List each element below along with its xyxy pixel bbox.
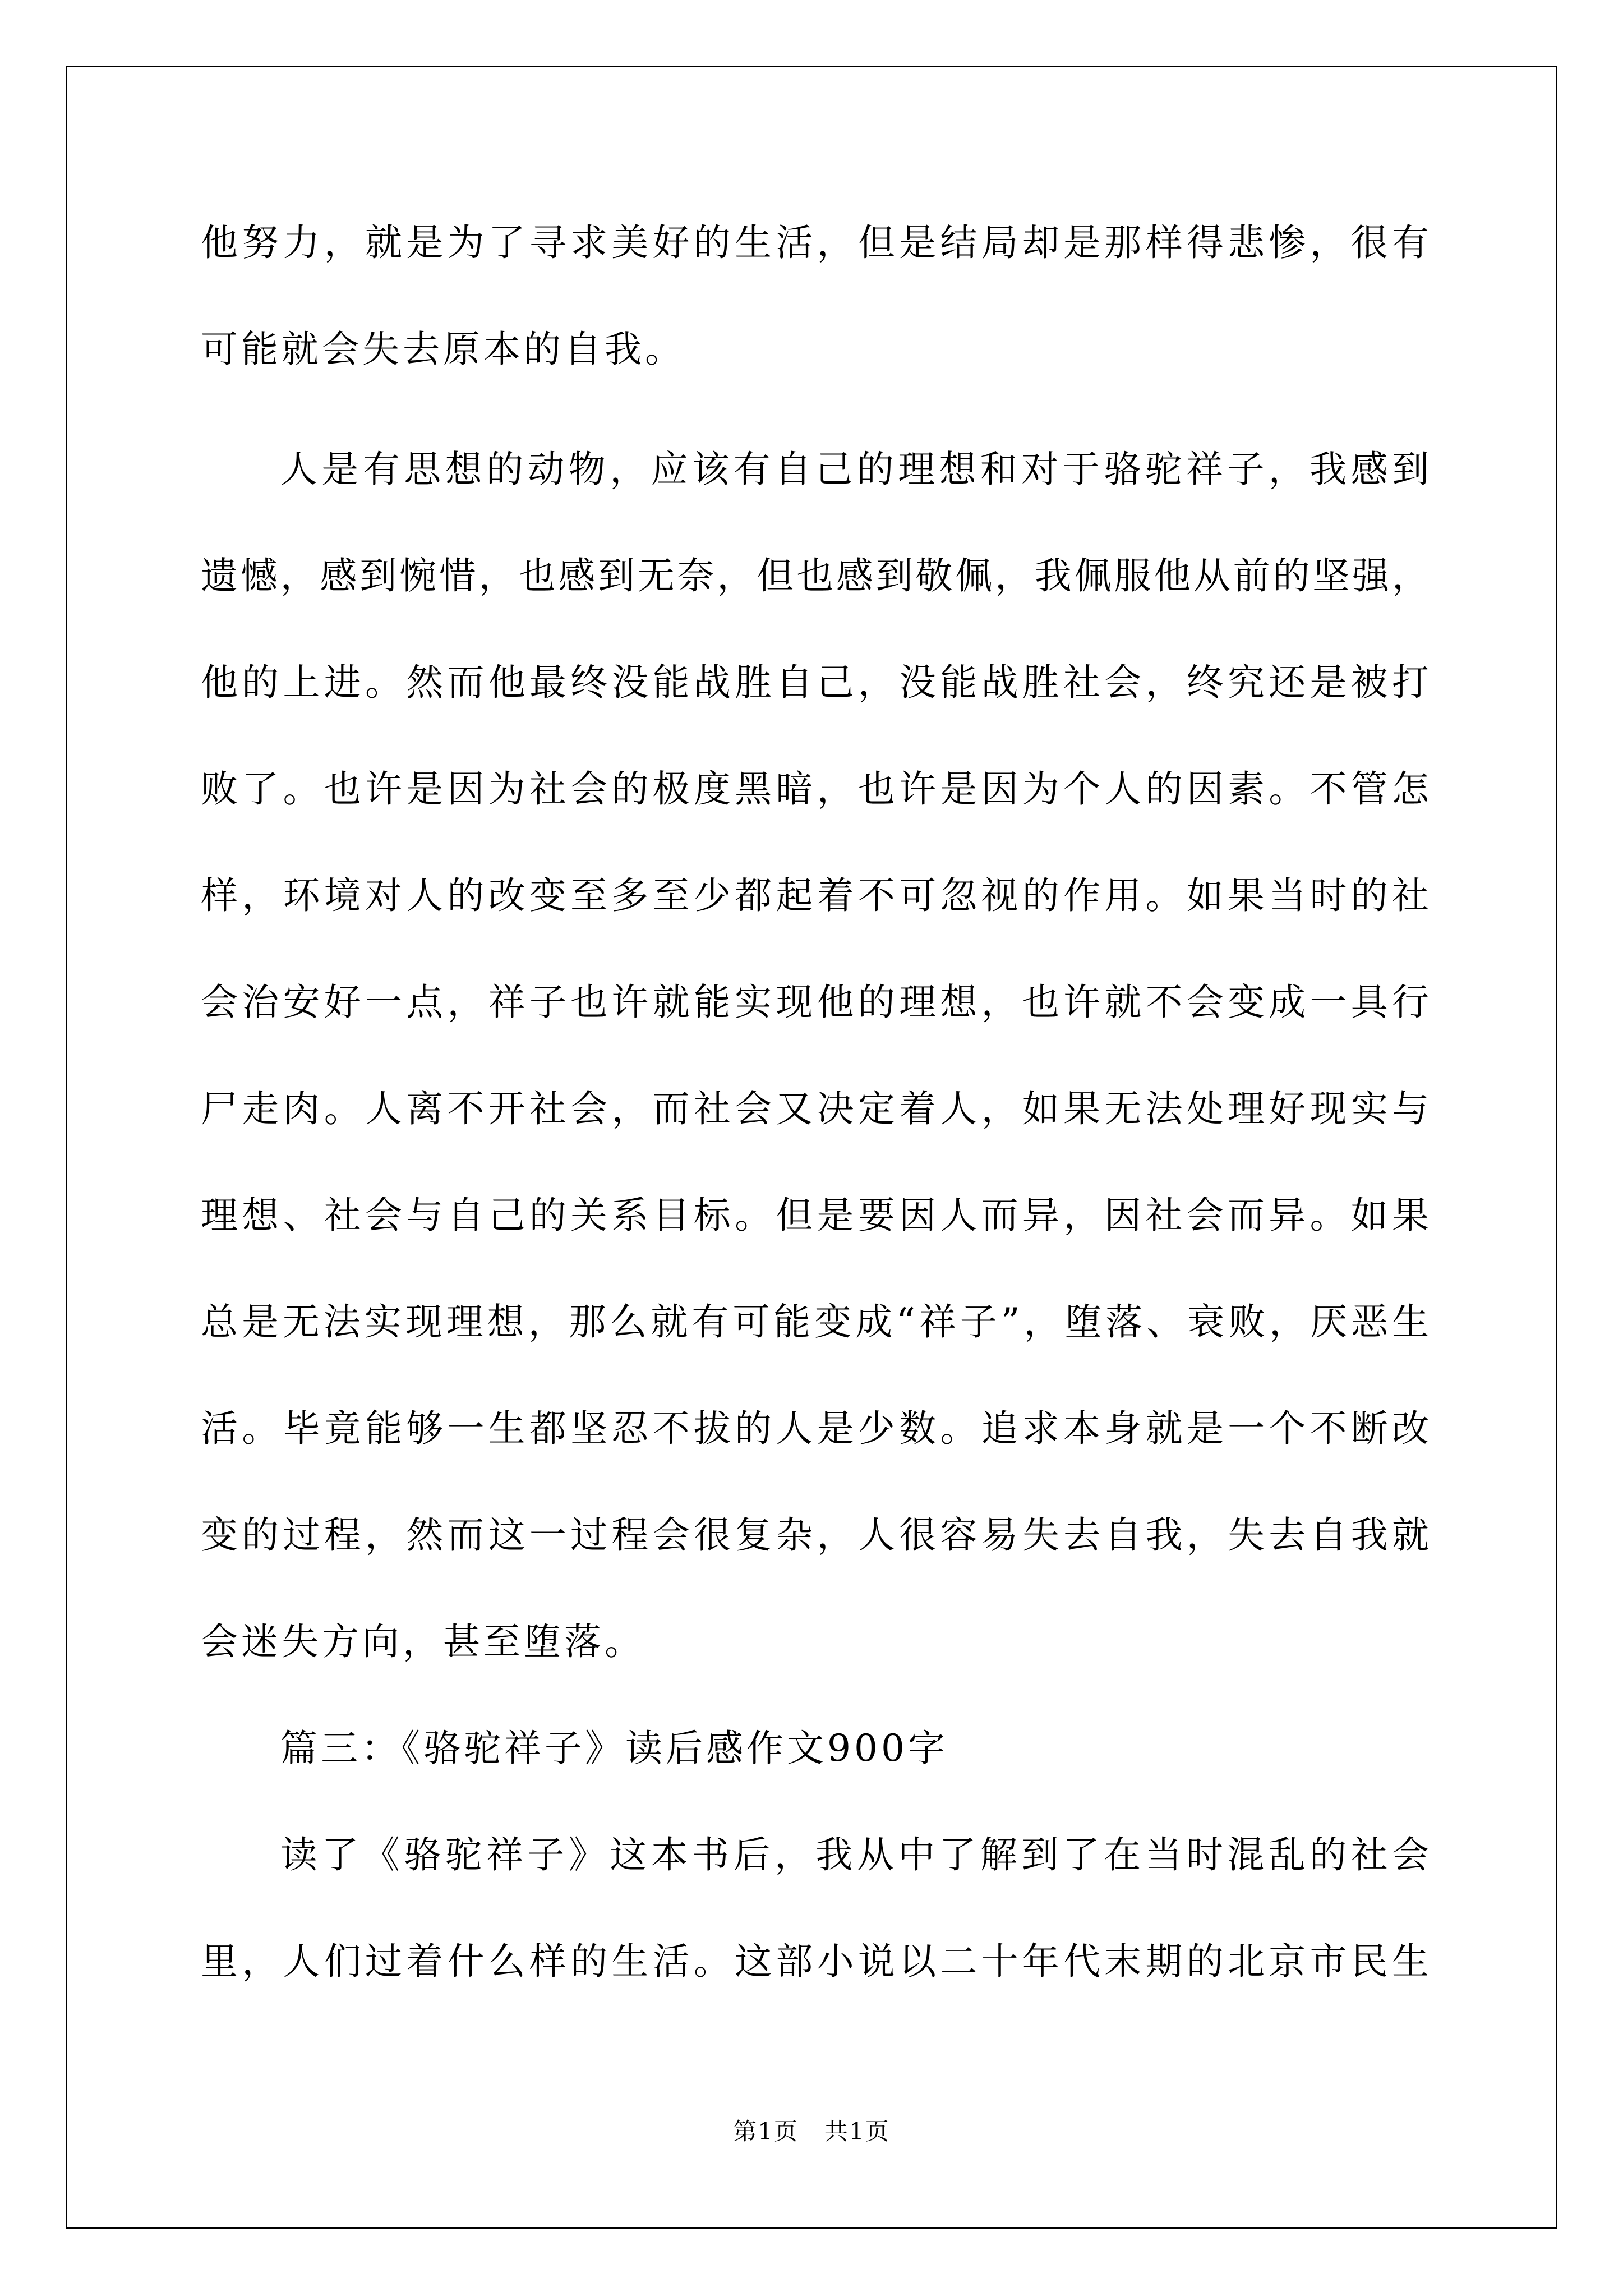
page-border — [66, 66, 1557, 2229]
text-line: 可能就会失去原本的自我。 — [201, 328, 685, 371]
section-heading: 篇三：《骆驼祥子》读后感作文900字 — [280, 1727, 948, 1770]
text-line: 读了《骆驼祥子》这本书后，我从中了解到了在当时混乱的社会 — [280, 1833, 1429, 1876]
text-line: 尸走肉。人离不开社会，而社会又决定着人，如果无法处理好现实与 — [201, 1087, 1429, 1130]
text-line: 他的上进。然而他最终没能战胜自己，没能战胜社会，终究还是被打 — [201, 661, 1429, 704]
text-line: 变的过程，然而这一过程会很复杂，人很容易失去自我，失去自我就 — [201, 1513, 1429, 1557]
text-line: 他努力，就是为了寻求美好的生活，但是结局却是那样得悲惨，很有 — [201, 221, 1429, 264]
text-line: 活。毕竟能够一生都坚忍不拔的人是少数。追求本身就是一个不断改 — [201, 1407, 1429, 1450]
text-line: 遗憾，感到惋惜，也感到无奈，但也感到敬佩，我佩服他从前的坚强， — [201, 554, 1429, 597]
text-line: 人是有思想的动物，应该有自己的理想和对于骆驼祥子，我感到 — [280, 448, 1429, 491]
text-line: 里，人们过着什么样的生活。这部小说以二十年代末期的北京市民生 — [201, 1940, 1429, 1983]
text-line: 理想、社会与自己的关系目标。但是要因人而异，因社会而异。如果 — [201, 1194, 1429, 1237]
text-line: 会治安好一点，祥子也许就能实现他的理想，也许就不会变成一具行 — [201, 981, 1429, 1024]
text-line: 会迷失方向，甚至堕落。 — [201, 1620, 645, 1663]
page-total: 共1页 — [824, 2118, 890, 2145]
page-number: 第1页 — [733, 2118, 799, 2145]
text-line: 总是无法实现理想，那么就有可能变成“祥子”，堕落、衰败，厌恶生 — [201, 1300, 1429, 1343]
page-footer — [0, 2115, 1623, 2148]
text-line: 败了。也许是因为社会的极度黑暗，也许是因为个人的因素。不管怎 — [201, 767, 1429, 811]
text-line: 样，环境对人的改变至多至少都起着不可忽视的作用。如果当时的社 — [201, 874, 1429, 917]
